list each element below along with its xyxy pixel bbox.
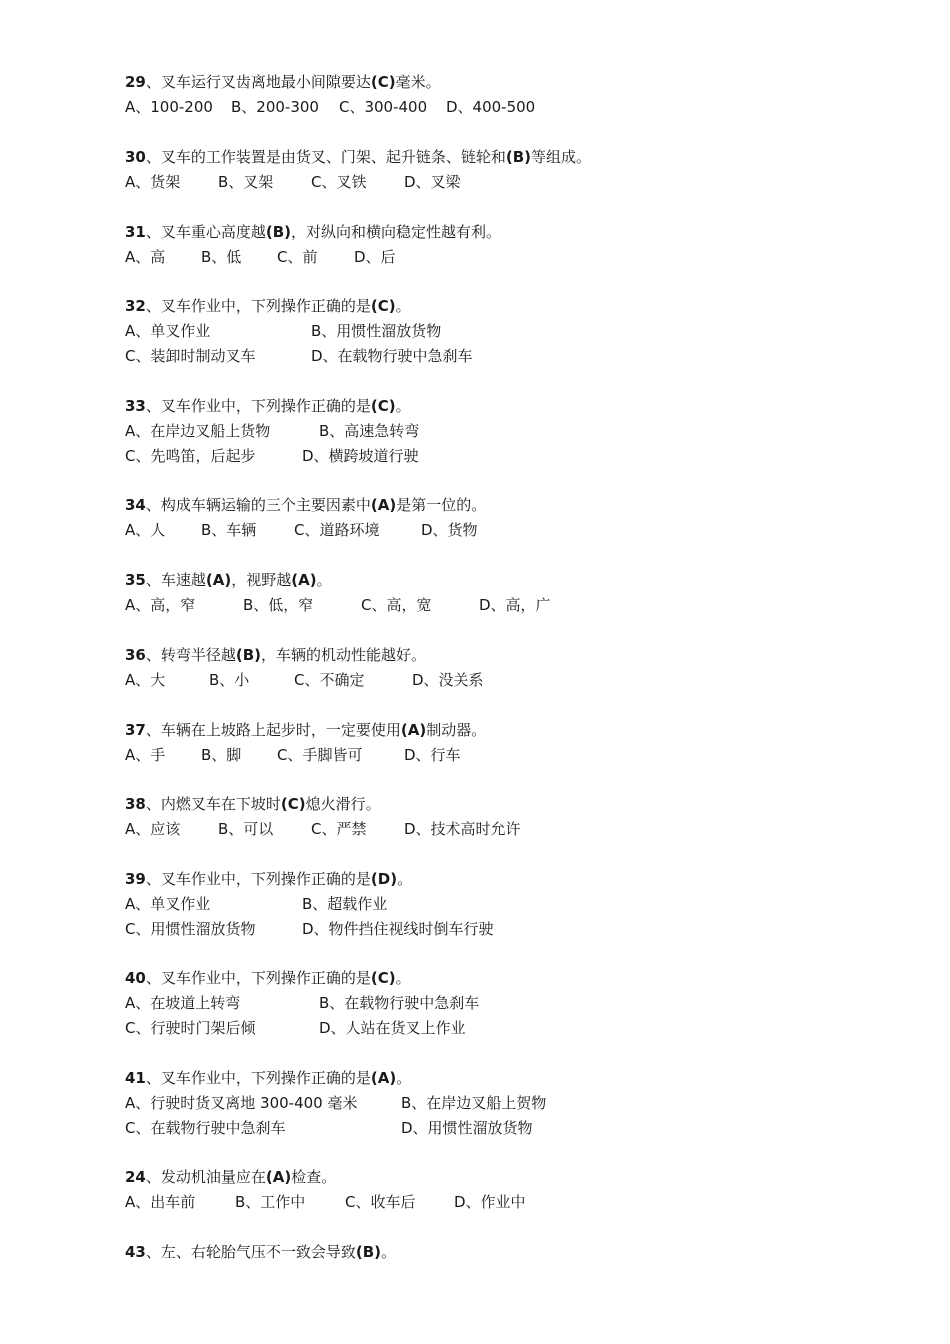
question-number: 31 — [125, 223, 146, 241]
question-text: 、左、右轮胎气压不一致会导致 — [145, 1243, 356, 1261]
option-row — [125, 1116, 885, 1141]
question-text: ，车辆的机动性能越好。 — [261, 646, 427, 664]
option-b: B、超载作业 — [302, 895, 388, 913]
option-d: D、400-500 — [446, 98, 536, 116]
question-stem — [125, 1240, 885, 1265]
option-b: B、在载物行驶中急刹车 — [319, 994, 480, 1012]
option-d: D、用惯性溜放货物 — [401, 1119, 533, 1137]
question-text: 、叉车作业中，下列操作正确的是 — [145, 969, 371, 987]
question-item — [125, 145, 885, 195]
question-stem — [125, 792, 885, 817]
option-d: D、行车 — [404, 746, 461, 764]
question-text: ，对纵向和横向稳定性越有利。 — [291, 223, 502, 241]
question-number: 43 — [125, 1243, 146, 1261]
option-row — [125, 743, 885, 768]
question-number: 36 — [125, 646, 146, 664]
question-item — [125, 718, 885, 768]
question-text: 、叉车作业中，下列操作正确的是 — [145, 297, 371, 315]
question-stem — [125, 145, 885, 170]
option-d: D、横跨坡道行驶 — [302, 447, 419, 465]
option-c: C、不确定 — [294, 671, 365, 689]
question-stem — [125, 718, 885, 743]
option-row — [125, 419, 885, 444]
question-text: 。 — [395, 397, 411, 415]
answer-key: (A) — [265, 1168, 292, 1186]
answer-key: (A) — [370, 1069, 397, 1087]
answer-key: (C) — [280, 795, 306, 813]
question-stem — [125, 294, 885, 319]
question-text: 、转弯半径越 — [145, 646, 236, 664]
option-row — [125, 892, 885, 917]
option-a: A、高 — [125, 248, 166, 266]
question-item — [125, 1240, 885, 1265]
question-item — [125, 966, 885, 1041]
option-c: C、先鸣笛，后起步 — [125, 447, 256, 465]
option-a: A、手 — [125, 746, 166, 764]
option-c: C、装卸时制动叉车 — [125, 347, 256, 365]
question-text: 、叉车作业中，下列操作正确的是 — [145, 1069, 371, 1087]
option-a: A、人 — [125, 521, 166, 539]
question-number: 33 — [125, 397, 146, 415]
question-text: 制动器。 — [426, 721, 487, 739]
option-b: B、低 — [201, 248, 242, 266]
option-row — [125, 1091, 885, 1116]
option-row — [125, 245, 885, 270]
option-a: A、货架 — [125, 173, 181, 191]
option-a: A、单叉作业 — [125, 895, 211, 913]
answer-key: (A) — [400, 721, 427, 739]
option-row — [125, 1190, 885, 1215]
option-row — [125, 817, 885, 842]
option-c: C、行驶时门架后倾 — [125, 1019, 256, 1037]
question-text: 、构成车辆运输的三个主要因素中 — [145, 496, 371, 514]
option-b: B、在岸边叉船上贺物 — [401, 1094, 547, 1112]
question-text: 、车辆在上坡路上起步时，一定要使用 — [145, 721, 401, 739]
question-item — [125, 1165, 885, 1215]
question-text: 、叉车运行叉齿离地最小间隙要达 — [145, 73, 371, 91]
answer-key: (B) — [265, 223, 292, 241]
question-text: 。 — [381, 1243, 397, 1261]
question-stem — [125, 394, 885, 419]
option-d: D、物件挡住视线时倒车行驶 — [302, 920, 494, 938]
option-row — [125, 917, 885, 942]
question-stem — [125, 966, 885, 991]
option-b: B、低，窄 — [243, 596, 314, 614]
question-text: 等组成。 — [531, 148, 592, 166]
question-item — [125, 867, 885, 942]
question-text: 、叉车的工作装置是由货叉、门架、起升链条、链轮和 — [145, 148, 506, 166]
option-a: A、行驶时货叉离地 300-400 毫米 — [125, 1094, 358, 1112]
option-b: B、车辆 — [201, 521, 257, 539]
question-number: 37 — [125, 721, 146, 739]
option-a: A、在坡道上转弯 — [125, 994, 241, 1012]
question-text: 、发动机油量应在 — [145, 1168, 266, 1186]
question-item — [125, 568, 885, 618]
question-stem — [125, 220, 885, 245]
question-text: 检查。 — [291, 1168, 337, 1186]
question-number: 24 — [125, 1168, 146, 1186]
option-row — [125, 170, 885, 195]
question-stem — [125, 70, 885, 95]
option-a: A、出车前 — [125, 1193, 196, 1211]
answer-key: (C) — [370, 397, 396, 415]
question-stem — [125, 867, 885, 892]
question-item — [125, 220, 885, 270]
option-b: B、叉架 — [218, 173, 274, 191]
option-row — [125, 444, 885, 469]
question-item — [125, 493, 885, 543]
option-b: B、用惯性溜放货物 — [311, 322, 442, 340]
question-text: ，视野越 — [231, 571, 292, 589]
question-stem — [125, 493, 885, 518]
question-text: 、叉车作业中，下列操作正确的是 — [145, 870, 371, 888]
question-number: 32 — [125, 297, 146, 315]
option-c: C、前 — [277, 248, 318, 266]
answer-key: (C) — [370, 297, 396, 315]
question-item — [125, 1066, 885, 1141]
answer-key: (B) — [505, 148, 532, 166]
answer-key: (D) — [370, 870, 398, 888]
option-c: C、收车后 — [345, 1193, 416, 1211]
question-item — [125, 70, 885, 120]
question-item — [125, 643, 885, 693]
answer-key: (C) — [370, 969, 396, 987]
answer-key: (B) — [235, 646, 262, 664]
option-b: B、高速急转弯 — [319, 422, 420, 440]
option-row — [125, 668, 885, 693]
question-number: 35 — [125, 571, 146, 589]
option-a: A、在岸边叉船上货物 — [125, 422, 271, 440]
question-text: 。 — [397, 870, 413, 888]
option-d: D、没关系 — [412, 671, 484, 689]
question-number: 40 — [125, 969, 146, 987]
option-c: C、高，宽 — [361, 596, 432, 614]
question-stem — [125, 1066, 885, 1091]
answer-key: (B) — [355, 1243, 382, 1261]
question-text: 。 — [395, 969, 411, 987]
option-b: B、小 — [209, 671, 250, 689]
option-c: C、在载物行驶中急刹车 — [125, 1119, 286, 1137]
option-row — [125, 1016, 885, 1041]
answer-key: (A) — [370, 496, 397, 514]
option-row — [125, 991, 885, 1016]
question-text: 毫米。 — [395, 73, 441, 91]
question-text: 熄火滑行。 — [305, 795, 381, 813]
question-number: 39 — [125, 870, 146, 888]
option-c: C、严禁 — [311, 820, 367, 838]
option-a: A、高，窄 — [125, 596, 196, 614]
question-text: 、叉车作业中，下列操作正确的是 — [145, 397, 371, 415]
question-item — [125, 394, 885, 469]
question-stem — [125, 568, 885, 593]
question-number: 30 — [125, 148, 146, 166]
question-text: 、内燃叉车在下坡时 — [145, 795, 281, 813]
question-text: 。 — [395, 297, 411, 315]
option-row — [125, 344, 885, 369]
option-a: A、100-200 — [125, 98, 213, 116]
answer-key: (A) — [291, 571, 317, 589]
option-a: A、大 — [125, 671, 166, 689]
question-number: 29 — [125, 73, 146, 91]
question-number: 38 — [125, 795, 146, 813]
answer-key: (C) — [370, 73, 396, 91]
question-text: 。 — [396, 1069, 412, 1087]
question-number: 34 — [125, 496, 146, 514]
option-a: A、应该 — [125, 820, 181, 838]
question-number: 41 — [125, 1069, 146, 1087]
option-b: B、工作中 — [235, 1193, 306, 1211]
answer-key: (A) — [205, 571, 232, 589]
option-d: D、作业中 — [454, 1193, 526, 1211]
option-row — [125, 95, 885, 120]
option-c: C、道路环境 — [294, 521, 380, 539]
option-c: C、手脚皆可 — [277, 746, 363, 764]
option-a: A、单叉作业 — [125, 322, 211, 340]
option-d: D、技术高时允许 — [404, 820, 521, 838]
option-d: D、人站在货叉上作业 — [319, 1019, 466, 1037]
option-c: C、用惯性溜放货物 — [125, 920, 256, 938]
option-b: B、可以 — [218, 820, 274, 838]
option-row — [125, 518, 885, 543]
option-c: C、叉铁 — [311, 173, 367, 191]
question-item — [125, 792, 885, 842]
question-stem — [125, 643, 885, 668]
option-row — [125, 319, 885, 344]
option-b: B、200-300 — [231, 98, 319, 116]
option-c: C、300-400 — [339, 98, 428, 116]
option-d: D、高，广 — [479, 596, 551, 614]
question-item — [125, 294, 885, 369]
option-d: D、在载物行驶中急刹车 — [311, 347, 473, 365]
question-text: 、叉车重心高度越 — [145, 223, 266, 241]
question-text: 、车速越 — [145, 571, 206, 589]
option-d: D、货物 — [421, 521, 478, 539]
question-stem — [125, 1165, 885, 1190]
option-d: D、后 — [354, 248, 396, 266]
question-text: 。 — [316, 571, 332, 589]
question-text: 是第一位的。 — [396, 496, 487, 514]
option-row — [125, 593, 885, 618]
option-b: B、脚 — [201, 746, 242, 764]
option-d: D、叉梁 — [404, 173, 461, 191]
